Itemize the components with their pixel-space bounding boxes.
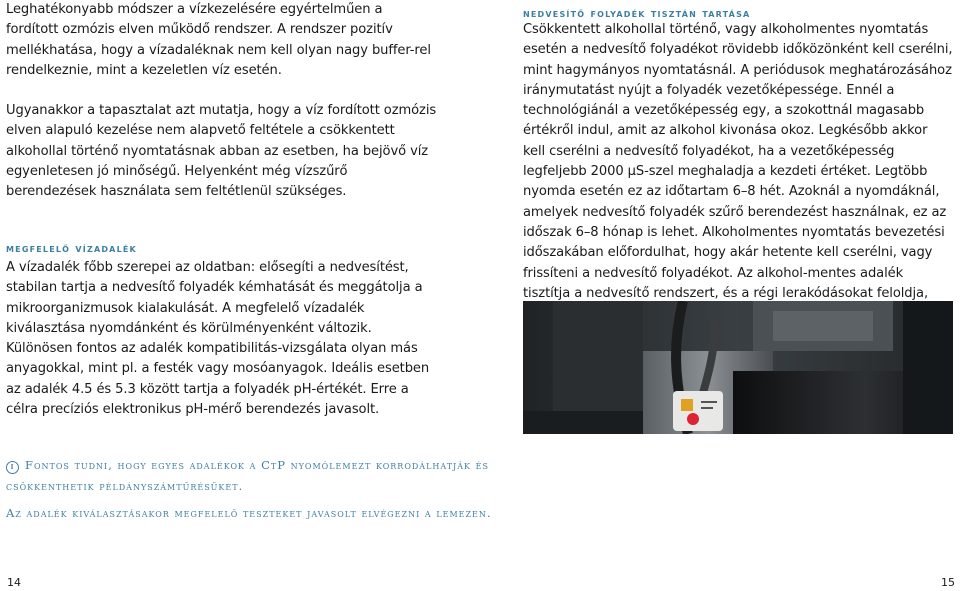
fountain-solution-system-photo bbox=[523, 301, 953, 434]
note-text-1: Fontos tudni, hogy egyes adalékok a CtP nyomólemezt korrodálhatják és csökkenthetik példányszámtűrésüket. bbox=[6, 458, 489, 493]
note-line-2: Az adalék kiválasztásakor megfelelő teszteket javasolt elvégezni a lemezen. bbox=[6, 506, 492, 520]
info-note bbox=[6, 455, 526, 524]
page-number-left: 14 bbox=[7, 576, 21, 589]
intro-paragraph: Leghatékonyabb módszer a vízkezelésére egyértelműen a fordított ozmózis elven működő rendszer. A rendszer pozitív mellékhatása, hogy a vízadaléknak nem kell olyan nagy buffer-rel rendelkeznie, mint a kezeletlen víz esetén. bbox=[6, 2, 431, 78]
experience-paragraph: Ugyanakkor a tapasztalat azt mutatja, hogy a víz fordított ozmózis elven alapuló kezelése nem alapvető feltétele a csökkentett alkohollal történő nyomtatásnak abban az esetben, ha bejövő víz egyenletesen jó minőségű. Helyenként még vízszűrő berendezések használata sem feltétlenül szükséges. bbox=[6, 103, 437, 200]
fountain-solution-paragraph: Csökkentett alkohollal történő, vagy alkoholmentes nyomtatás esetén a nedvesítő folyadékot rövidebb időközönként kell cserélni, mint hagymányos nyomtatásnál. A periódusok meghatározásához iránymutatást nyújt a folyadék vezetőképessége. Ennél a technológiánál a vezetőképesség egy, a szokottnál magasabb értékről indul, amit az alkohol kivonása okoz. Legkésőbb akkor kell cserélni a nedvesítő folyadékot, ha a vezetőképesség legfeljebb 2000 µS-szel meghaladja a kezdeti értéket. Legtöbb nyomda esetén ez az időtartam 6–8 hét. Azoknál a nyomdáknál, amelyek nedvesítő folyadék szűrő berendezést használnak, ez az időszak 6–8 hónap is lehet. Alkoholmentes nyomtatás bevezetési időszakában előfordulhat, hogy akár hetente kell cserélni, vagy frissíteni a nedvesítő folyadékot. Az alkohol-mentes adalék tisztítja a nedvesítő rendszert, és a régi lerakódásokat feloldja, bbox=[523, 22, 953, 301]
section-heading-water-additive: megfelelő vízadalék bbox=[6, 241, 137, 255]
info-icon: i bbox=[6, 461, 19, 474]
section-heading-fountain-solution: nedvesítő folyadék tisztán tartása bbox=[523, 6, 751, 20]
photo-illustration bbox=[523, 301, 953, 434]
note-line-1 bbox=[6, 455, 526, 497]
water-additive-paragraph: A vízadalék főbb szerepei az oldatban: elősegíti a nedvesítést, stabilan tartja a nedvesítő folyadék kémhatását és meggátolja a mikroorganizmusok kialakulását. A megfelelő vízadalék kiválasztása nyomdánként és körülményenként változik. Különösen fontos az adalék kompatibilitás-vizsgálata olyan más anyagokkal, mint pl. a festék vagy mosóanyagok. Ideális esetben az adalék 4.5 és 5.3 között tartja a folyadék pH-értékét. Erre a célra precíziós elektronikus pH-mérő berendezés javasolt. bbox=[6, 260, 430, 418]
page-number-right: 15 bbox=[941, 576, 955, 589]
